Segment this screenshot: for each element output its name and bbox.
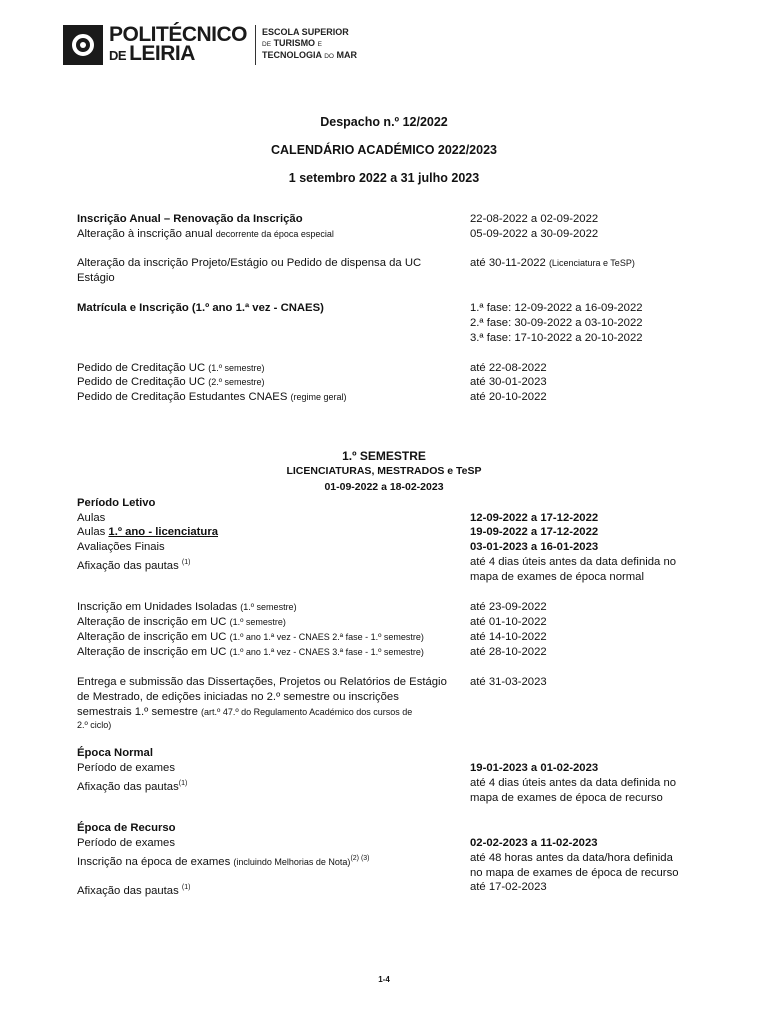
alt-uc-3-note: (1.º ano 1.ª vez - CNAES 3.ª fase - 1.º semestre) <box>229 647 424 657</box>
periodo-letivo-heading: Período Letivo <box>77 497 156 509</box>
aval-finais-date: 03-01-2023 a 16-01-2023 <box>470 541 599 553</box>
cred-1-date: até 22-08-2022 <box>470 362 547 374</box>
school-line-1: ESCOLA SUPERIOR <box>262 27 349 38</box>
aulas-label: Aulas <box>77 512 106 524</box>
uc-isoladas-note: (1.º semestre) <box>240 602 297 612</box>
cred-3-date: até 20-10-2022 <box>470 391 547 403</box>
afix-1-date-line-2: mapa de exames de época normal <box>470 571 644 583</box>
alt-uc-note: (1.º semestre) <box>229 617 286 627</box>
afix-3-text: Afixação das pautas <box>77 884 182 897</box>
pe-exames-label: Período de exames <box>77 762 175 774</box>
alt-insc-note: decorrente da época especial <box>215 229 334 239</box>
insc-epoca-date-line-1: até 48 horas antes da data/hora definida <box>470 852 673 864</box>
insc-epoca-text: Inscrição na época de exames <box>77 855 234 868</box>
alt-uc-label <box>77 615 286 630</box>
fase-2-date: 2.ª fase: 30-09-2022 a 03-10-2022 <box>470 317 643 329</box>
entrega-3-text: semestrais 1.º semestre <box>77 706 202 718</box>
alt-projeto-date <box>470 256 635 271</box>
alt-uc-2-date: até 14-10-2022 <box>470 631 547 643</box>
aulas-1-text: Aulas <box>77 526 109 538</box>
school-line-3 <box>262 50 357 63</box>
alt-projeto-date-note: (Licenciatura e TeSP) <box>548 258 635 268</box>
alt-insc-label <box>77 227 334 242</box>
aulas-1-ano-label <box>77 525 218 540</box>
despacho-title: Despacho n.º 12/2022 <box>320 115 448 129</box>
epoca-recurso-heading: Época de Recurso <box>77 822 176 834</box>
afix-1-footnote: (1) <box>181 559 191 566</box>
fase-1-date: 1.ª fase: 12-09-2022 a 16-09-2022 <box>470 302 643 314</box>
calendar-title: CALENDÁRIO ACADÉMICO 2022/2023 <box>271 143 497 157</box>
entrega-date: até 31-03-2023 <box>470 676 547 688</box>
entrega-line-1: Entrega e submissão das Dissertações, Projetos ou Relatórios de Estágio <box>77 676 447 688</box>
cred-3-label <box>77 390 347 405</box>
entrega-3-note: (art.º 47.º do Regulamento Académico dos cursos de <box>201 707 413 717</box>
insc-anual-label: Inscrição Anual – Renovação da Inscrição <box>77 213 303 225</box>
semester-1-title: 1.º SEMESTRE <box>342 449 426 463</box>
semester-1-dates: 01-09-2022 a 18-02-2023 <box>324 481 444 493</box>
header-logo <box>63 23 357 67</box>
cred-2-date: até 30-01-2023 <box>470 376 547 388</box>
school-e: E <box>317 40 322 48</box>
entrega-line-4: 2.º ciclo) <box>77 720 112 730</box>
alt-projeto-line-2: Estágio <box>77 272 115 284</box>
afix-3-footnote: (1) <box>181 884 191 891</box>
afix-2-date-line-2: mapa de exames de época de recurso <box>470 792 663 804</box>
cred-1-text: Pedido de Creditação UC <box>77 362 209 374</box>
uc-isoladas-text: Inscrição em Unidades Isoladas <box>77 601 241 613</box>
matricula-label: Matrícula e Inscrição (1.º ano 1.ª vez - CNAES) <box>77 302 324 314</box>
aulas-1-emphasis: 1.º ano - licenciatura <box>108 526 219 538</box>
school-line-2 <box>262 38 357 51</box>
alt-uc-date: até 01-10-2022 <box>470 616 547 628</box>
epoca-normal-heading: Época Normal <box>77 747 153 759</box>
alt-uc-3-label <box>77 645 424 660</box>
cred-3-note: (regime geral) <box>290 392 347 402</box>
alt-insc-date: 05-09-2022 a 30-09-2022 <box>470 228 599 240</box>
entrega-line-2: de Mestrado, de edições iniciadas no 2.º semestre ou inscrições <box>77 691 399 703</box>
logo-line-1: POLITÉCNICO <box>109 23 248 46</box>
uc-isoladas-date: até 23-09-2022 <box>470 601 547 613</box>
alt-uc-2-label <box>77 630 424 645</box>
insc-epoca-note: (incluindo Melhorias de Nota) <box>233 856 351 867</box>
aulas-date: 12-09-2022 a 17-12-2022 <box>470 512 599 524</box>
entrega-line-3 <box>77 705 412 720</box>
logo-leiria: LEIRIA <box>129 42 195 65</box>
afix-2-footnote: (1) <box>178 780 188 787</box>
logo-divider <box>255 25 256 65</box>
politecnico-logo-icon <box>63 25 103 65</box>
school-turismo: TURISMO <box>273 37 316 48</box>
afix-3-label <box>77 880 190 899</box>
school-mar: MAR <box>336 50 357 61</box>
afix-1-label <box>77 555 190 574</box>
afix-1-text: Afixação das pautas <box>77 559 182 572</box>
alt-uc-2-text: Alteração de inscrição em UC <box>77 631 230 643</box>
insc-epoca-date-line-2: no mapa de exames de época de recurso <box>470 867 679 879</box>
cred-1-label <box>77 361 265 376</box>
alt-uc-3-date: até 28-10-2022 <box>470 646 547 658</box>
cred-2-label <box>77 375 265 390</box>
school-name <box>262 27 357 63</box>
school-do: DO <box>324 53 334 61</box>
semester-1-subtitle: LICENCIATURAS, MESTRADOS e TeSP <box>286 465 482 477</box>
cred-3-text: Pedido de Creditação Estudantes CNAES <box>77 391 291 403</box>
afix-1-date-line-1: até 4 dias úteis antes da data definida no <box>470 556 677 568</box>
alt-projeto-date-text: até 30-11-2022 <box>470 257 549 269</box>
uc-isoladas-label <box>77 600 297 615</box>
document-titles <box>0 112 768 196</box>
aulas-1-ano-date: 19-09-2022 a 17-12-2022 <box>470 526 599 538</box>
fase-3-date: 3.ª fase: 17-10-2022 a 20-10-2022 <box>470 332 643 344</box>
aval-finais-label: Avaliações Finais <box>77 541 165 553</box>
alt-uc-2-note: (1.º ano 1.ª vez - CNAES 2.ª fase - 1.º semestre) <box>229 632 424 642</box>
afix-3-date: até 17-02-2023 <box>470 881 547 893</box>
afix-2-label <box>77 776 187 795</box>
alt-projeto-line-1: Alteração da inscrição Projeto/Estágio ou Pedido de dispensa da UC <box>77 257 422 269</box>
logo-text <box>109 25 247 65</box>
pe-exames-date: 19-01-2023 a 01-02-2023 <box>470 762 599 774</box>
school-de: DE <box>262 40 272 48</box>
afix-2-date-line-1: até 4 dias úteis antes da data definida no <box>470 777 677 789</box>
alt-insc-text: Alteração à inscrição anual <box>77 228 216 240</box>
alt-uc-3-text: Alteração de inscrição em UC <box>77 646 230 658</box>
logo-line-2 <box>109 44 247 65</box>
afix-2-text: Afixação das pautas <box>77 780 179 793</box>
pr-exames-label: Período de exames <box>77 837 175 849</box>
alt-uc-text: Alteração de inscrição em UC <box>77 616 230 628</box>
insc-epoca-label <box>77 851 370 870</box>
period-title: 1 setembro 2022 a 31 julho 2023 <box>288 171 480 185</box>
pr-exames-date: 02-02-2023 a 11-02-2023 <box>470 837 598 849</box>
school-tecnologia: TECNOLOGIA <box>262 50 322 61</box>
cred-2-text: Pedido de Creditação UC <box>77 376 209 388</box>
cred-1-note: (1.º semestre) <box>208 363 265 373</box>
page-number: 1-4 <box>378 975 390 984</box>
cred-2-note: (2.º semestre) <box>208 377 265 387</box>
insc-epoca-footnote: (2) (3) <box>350 855 370 862</box>
logo-de: DE <box>109 48 127 63</box>
insc-anual-date: 22-08-2022 a 02-09-2022 <box>470 213 599 225</box>
